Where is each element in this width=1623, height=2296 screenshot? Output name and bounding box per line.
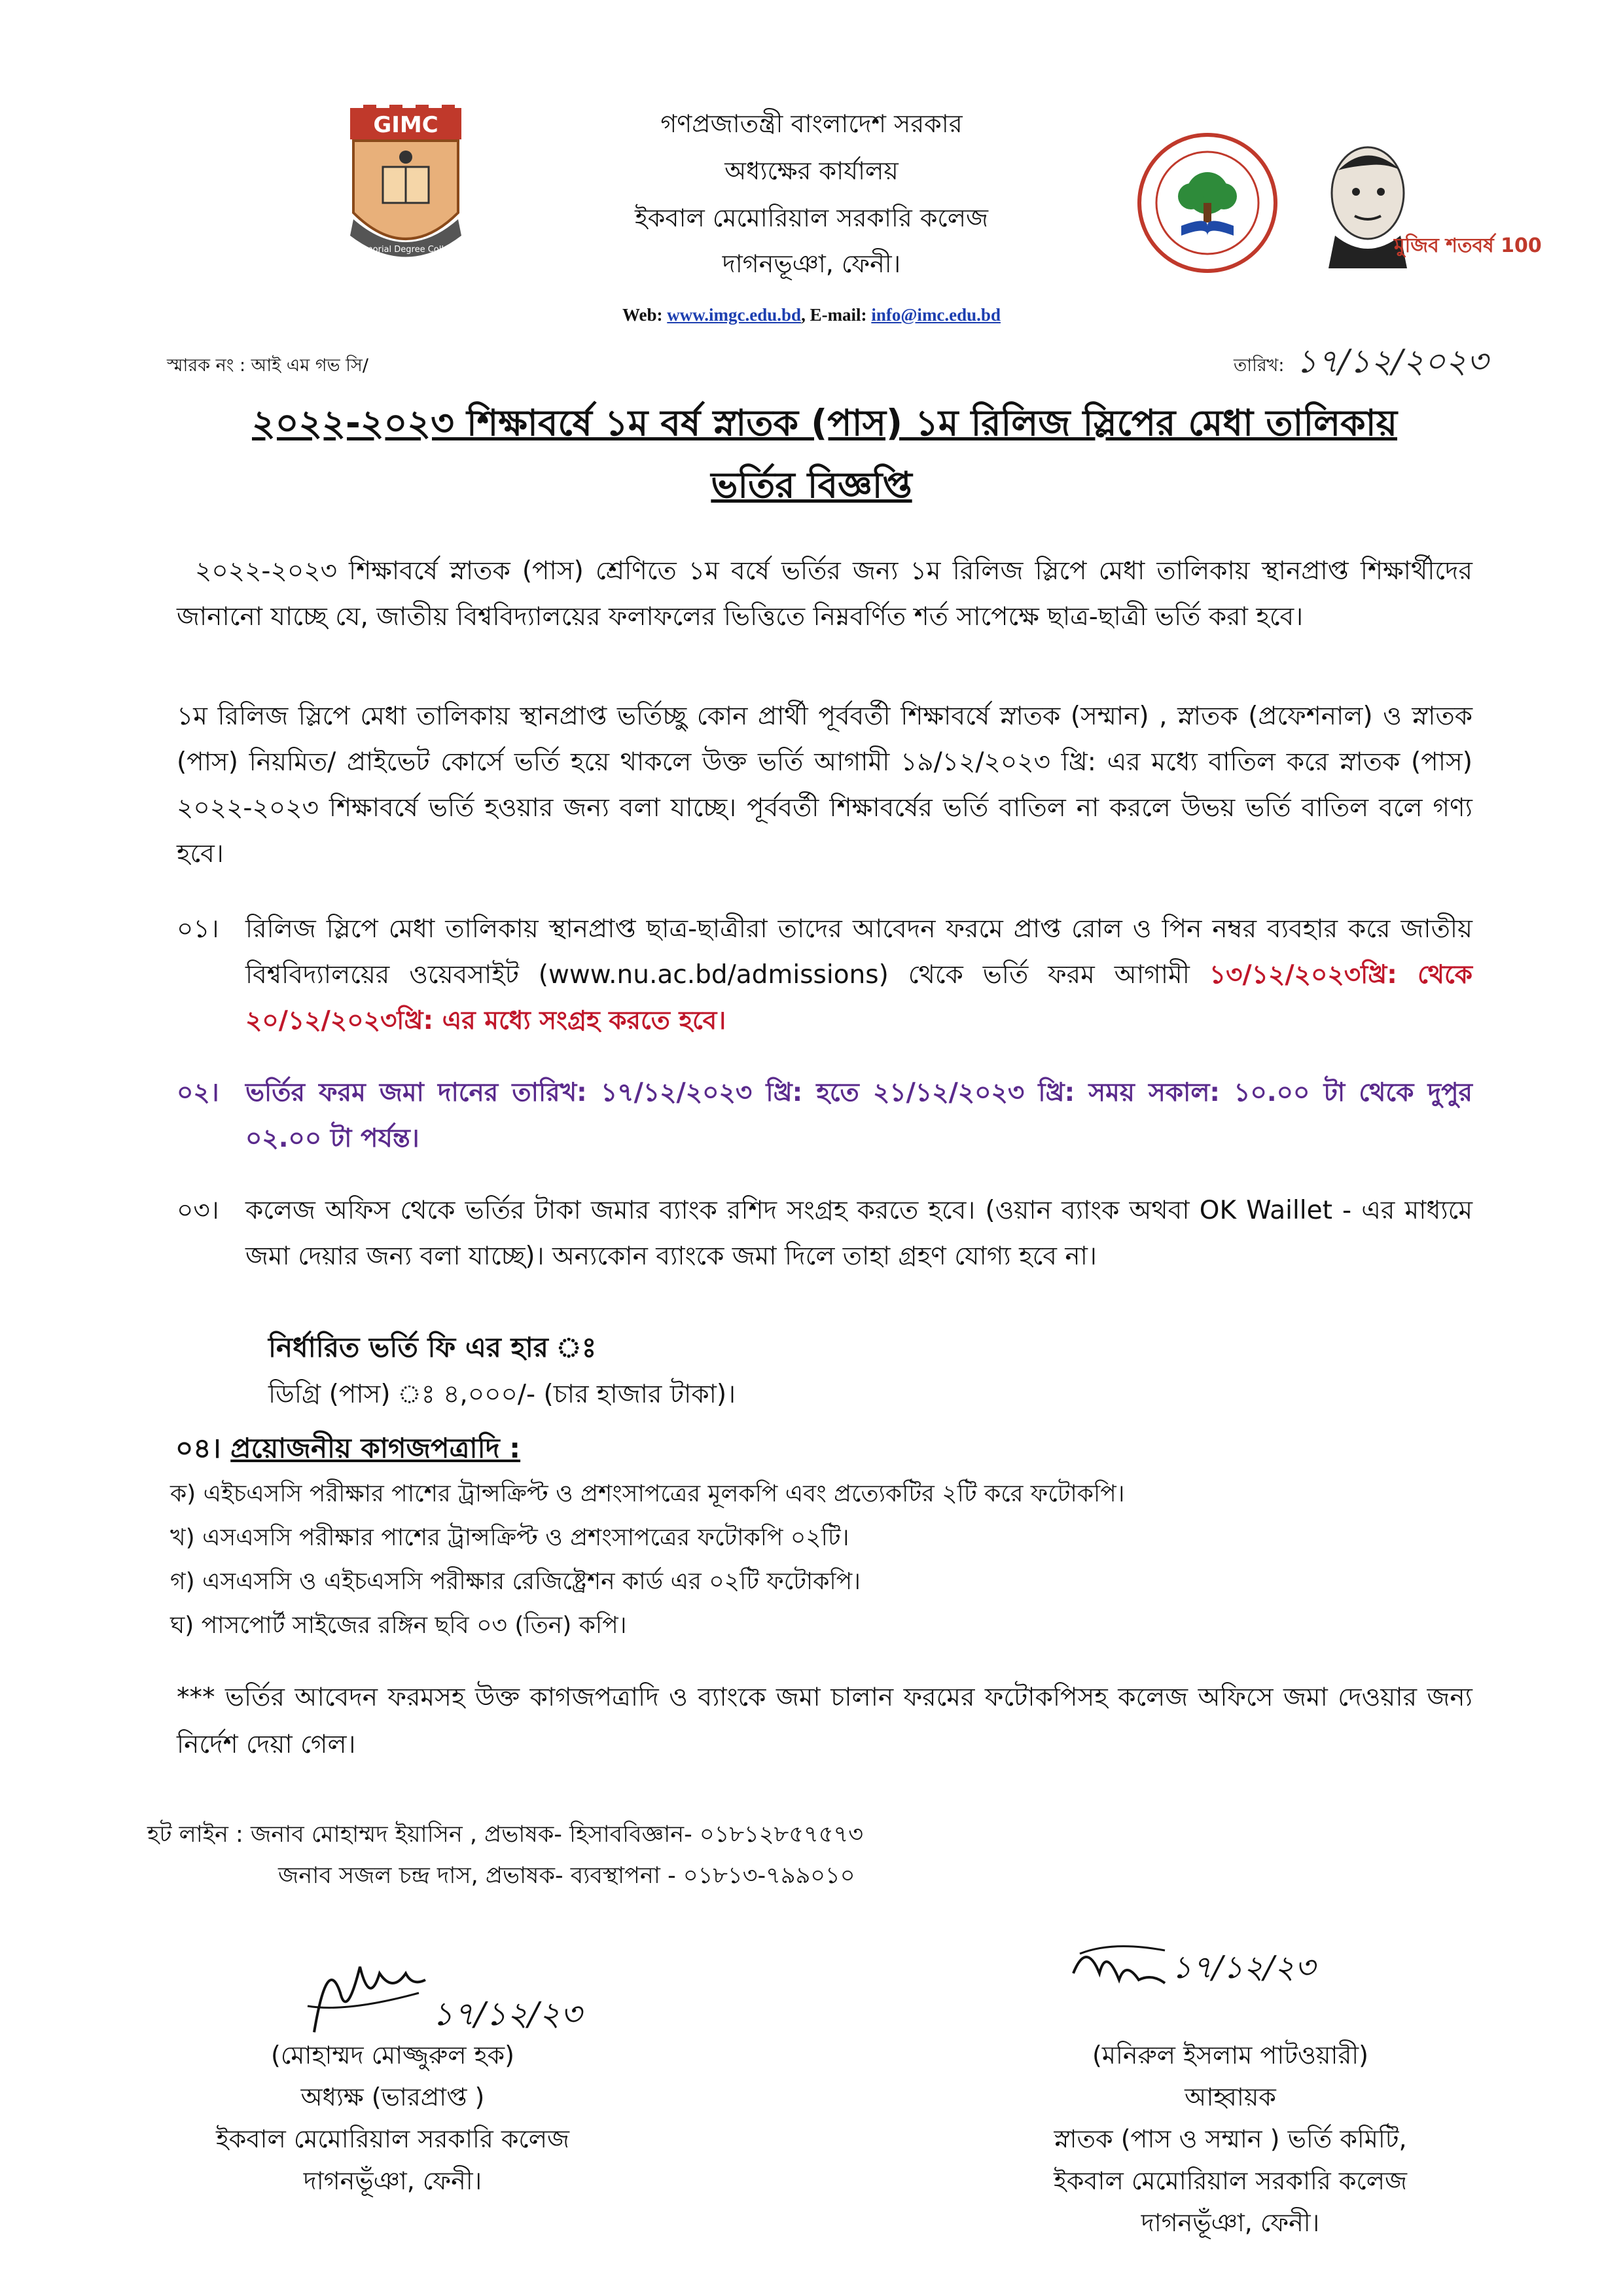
item-text: রিলিজ স্লিপে মেধা তালিকায় স্থানপ্রাপ্ত ছাত্র-ছাত্রীরা তাদের আবেদন ফরমে প্রাপ্ত রোল ও পিন নম্বর ব্যবহার করে জাতীয় বিশ্ববিদ্যালয়ের ওয়েবসাইট (www.nu.ac.bd/admissions) থেকে ভর্তি ফরম আগামী	[245, 914, 1472, 990]
convener-place: দাগনভূঁঞা, ফেনী।	[1141, 2208, 1320, 2237]
item-text: কলেজ অফিস থেকে ভর্তির টাকা জমার ব্যাংক রশিদ সংগ্রহ করতে হবে। (ওয়ান ব্যাংক অথবা OK Waillet - এর মাধ্যমে জমা দেয়ার জন্য বলা যাচ্ছে)। অন্যকোন ব্যাংকে জমা দিলে তাহা গ্রহণ যোগ্য হবে না।	[245, 1196, 1472, 1271]
govt-line: গণপ্রজাতন্ত্রী বাংলাদেশ সরকার	[660, 109, 963, 138]
instruction-item	[177, 1188, 1472, 1280]
notice-subtitle: ভর্তির বিজ্ঞপ্তি	[711, 464, 912, 506]
principal-title: অধ্যক্ষ (ভারপ্রাপ্ত )	[300, 2083, 485, 2111]
instruction-item	[177, 1070, 1472, 1162]
fee-row: ডিগ্রি (পাস) ঃ ৪,০০০/- (চার হাজার টাকা)।	[268, 1380, 736, 1409]
submission-note: *** ভর্তির আবেদন ফরমসহ উক্ত কাগজপত্রাদি ও ব্যাংকে জমা চালান ফরমের ফটোকপিসহ কলেজ অফিসে জমা দেওয়ার জন্য নির্দেশ দেয়া গেল।	[177, 1683, 1472, 1759]
hotline-2: জনাব সজল চন্দ্র দাস, প্রভাষক- ব্যবস্থাপনা - ০১৮১৩-৭৯৯০১০	[278, 1863, 855, 1889]
intro-paragraph: ২০২২-২০২৩ শিক্ষাবর্ষে স্নাতক (পাস) শ্রেণিতে ১ম বর্ষে ভর্তির জন্য ১ম রিলিজ স্লিপে মেধা তালিকায় স্থানপ্রাপ্ত শিক্ষার্থীদের জানানো যাচ্ছে যে, জাতীয় বিশ্ববিদ্যালয়ের ফলাফলের ভিত্তিতে নিম্নবর্ণিত শর্ত সাপেক্ষে ছাত্র-ছাত্রী ভর্তি করা হবে।	[177, 556, 1472, 632]
email-link[interactable]: info@imc.edu.bd	[871, 305, 1001, 325]
documents-number: ০৪।	[175, 1432, 221, 1464]
college-name: ইকবাল মেমোরিয়াল সরকারি কলেজ	[634, 204, 989, 232]
hotline-1: হট লাইন : জনাব মোহাম্মদ ইয়াসিন , প্রভাষক- হিসাববিজ্ঞান- ০১৮১২৮৫৭৫৭৩	[147, 1821, 863, 1848]
convener-sign-date: ১৭/১২/২৩	[1171, 1949, 1315, 1986]
principal-name: (মোহাম্মদ মোজ্জুরুল হক)	[271, 2041, 514, 2070]
web-label: Web:	[622, 305, 668, 325]
item-number: ০২।	[177, 1078, 219, 1107]
convener-block	[969, 2034, 1492, 2244]
principal-org: ইকবাল মেমোরিয়াল সরকারি কলেজ	[215, 2125, 570, 2153]
date-value: ১৭/১২/২০২৩	[1296, 342, 1488, 380]
convener-title: আহ্বায়ক	[1185, 2083, 1276, 2111]
svg-text:GIMC: GIMC	[373, 112, 438, 138]
web-link[interactable]: www.imgc.edu.bd	[667, 305, 802, 325]
documents-heading	[175, 1427, 520, 1473]
convener-name: (মনিরুল ইসলাম পাটওয়ারী)	[1092, 2041, 1368, 2070]
instruction-item	[177, 906, 1472, 1044]
principal-block	[157, 2034, 628, 2202]
documents-title: প্রয়োজনীয় কাগজপত্রাদি :	[230, 1432, 521, 1464]
item-highlight: ১৩/১২/২০২৩খ্রি: থেকে ২০/১২/২০২৩খ্রি: এর মধ্যে সংগ্রহ করতে হবে।	[245, 960, 1472, 1035]
notice-title: ২০২২-২০২৩ শিক্ষাবর্ষে ১ম বর্ষ স্নাতক (পাস) ১ম রিলিজ স্লিপের মেধা তালিকায়	[251, 402, 1397, 444]
contact-line	[0, 305, 1623, 325]
document-item: গ) এসএসসি ও এইচএসসি পরীক্ষার রেজিষ্ট্রেশন কার্ড এর ০২টি ফটোকপি।	[170, 1568, 861, 1595]
convener-committee: স্নাতক (পাস ও সম্মান ) ভর্তি কমিটি,	[1054, 2125, 1407, 2153]
principal-sign-date: ১৭/১২/২৩	[432, 1995, 582, 2033]
svg-text:মুজিব শতবর্ষ 100: মুজিব শতবর্ষ 100	[1394, 234, 1542, 257]
fee-heading: নির্ধারিত ভর্তি ফি এর হার ঃ	[268, 1331, 597, 1363]
email-label: , E-mail:	[801, 305, 872, 325]
svg-text:Memorial Degree College: Memorial Degree College	[351, 245, 460, 255]
document-item: ঘ) পাসপোর্ট সাইজের রঙ্গিন ছবি ০৩ (তিন) কপি।	[170, 1612, 627, 1639]
convener-org: ইকবাল মেমোরিয়াল সরকারি কলেজ	[1053, 2166, 1408, 2195]
item-text: ভর্তির ফরম জমা দানের তারিখ: ১৭/১২/২০২৩ খ্রি: হতে ২১/১২/২০২৩ খ্রি: সময় সকাল: ১০.০০ টা থেকে দুপুর ০২.০০ টা পর্যন্ত।	[245, 1078, 1472, 1153]
memo-number: স্মারক নং : আই এম গভ সি/	[167, 355, 368, 376]
principal-place: দাগনভূঁঞা, ফেনী।	[303, 2166, 482, 2195]
document-item: খ) এসএসসি পরীক্ষার পাশের ট্রান্সক্রিপ্ট ও প্রশংসাপত্রের ফটোকপি ০২টি।	[170, 1524, 849, 1551]
item-number: ০৩।	[177, 1196, 219, 1225]
document-item: ক) এইচএসসি পরীক্ষার পাশের ট্রান্সক্রিপ্ট ও প্রশংসাপত্রের মূলকপি এবং প্রত্যেকটির ২টি করে ফটোকপি।	[170, 1480, 1125, 1507]
office-line: অধ্যক্ষের কার্যালয়	[724, 156, 899, 185]
college-location: দাগনভূঞা, ফেনী।	[722, 249, 901, 278]
item-number: ০১।	[177, 914, 219, 944]
cancellation-paragraph: ১ম রিলিজ স্লিপে মেধা তালিকায় স্থানপ্রাপ্ত ভর্তিচ্ছু কোন প্রার্থী পূর্ববর্তী শিক্ষাবর্ষে স্নাতক (সম্মান) , স্নাতক (প্রফেশনাল) ও স্নাতক (পাস) নিয়মিত/ প্রাইভেট কোর্সে ভর্তি হয়ে থাকলে উক্ত ভর্তি আগামী ১৯/১২/২০২৩ খ্রি: এর মধ্যে বাতিল করে স্নাতক (পাস) ২০২২-২০২৩ শিক্ষাবর্ষে ভর্তি হওয়ার জন্য বলা যাচ্ছে। পূর্ববর্তী শিক্ষাবর্ষের ভর্তি বাতিল না করলে উভয় ভর্তি বাতিল বলে গণ্য হবে।	[177, 702, 1472, 869]
date-label: তারিখ:	[1234, 355, 1285, 376]
